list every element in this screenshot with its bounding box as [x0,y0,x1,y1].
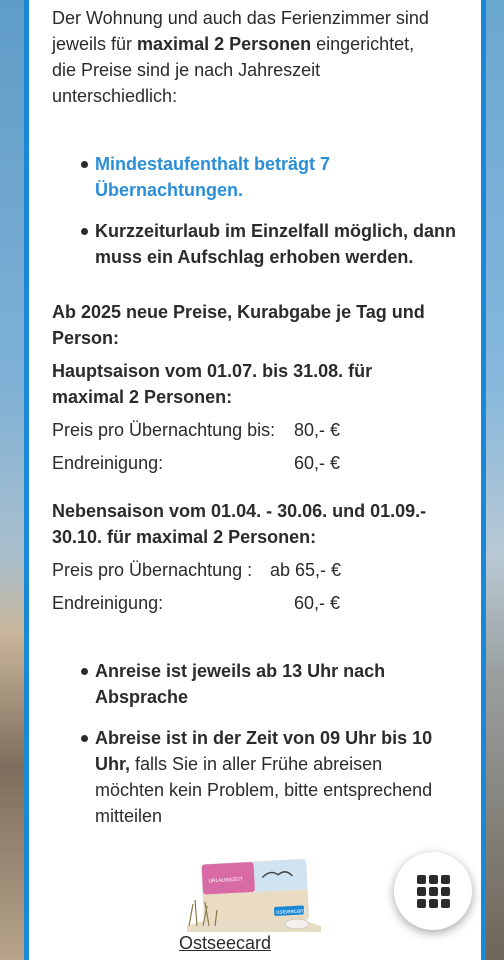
price-label: Preis pro Übernachtung bis: [52,420,276,440]
intro-line: Der Wohnung und auch das Ferienzimmer sind [52,8,429,28]
list-item [52,151,462,203]
season-title: Hauptsaison vom 01.07. bis 31.08. für [52,361,373,381]
list-item [52,725,462,829]
card-small-text: URLAUBSZEIT [208,876,244,885]
menu-fab-button[interactable] [394,852,472,930]
grid-menu-icon [417,875,450,908]
departure-text: Uhr, [95,754,131,774]
nebensaison-section [52,498,462,616]
rule-text: muss ein Aufschlag erhoben werden. [95,247,414,267]
intro-text: eingerichtet, [311,34,415,54]
intro-line [52,31,429,57]
arrival-departure-list [52,658,462,829]
card-brand-text: ostseecard [276,908,306,916]
departure-text: falls Sie in aller Frühe abreisen [130,754,383,774]
list-item [52,218,462,270]
price-row [52,450,462,476]
background-left [0,0,26,960]
rule-text: Mindestaufenthalt beträgt 7 [95,154,331,174]
season-title: Nebensaison vom 01.04. - 30.06. und 01.09.- [52,501,427,521]
intro-bold: maximal 2 Personen [137,34,312,54]
price-row [52,417,462,443]
departure-text: Abreise ist in der Zeit von 09 Uhr bis 10 [95,728,433,748]
intro-line: die Preise sind je nach Jahreszeit [52,60,321,80]
price-row [52,590,462,616]
heading-line: Ab 2025 neue Preise, Kurabgabe je Tag und [52,302,425,322]
rules-list [52,151,462,270]
heading-line: Person: [52,328,120,348]
intro-paragraph [52,5,429,109]
season-title: 30.10. für maximal 2 Personen: [52,527,317,547]
price-value: 60,- € [294,453,341,473]
price-row [52,557,462,583]
hauptsaison-section [52,358,462,476]
list-item [52,658,462,710]
price-label: Endreinigung: [52,593,164,613]
background-right [484,0,504,960]
intro-line: unterschiedlich: [52,86,178,106]
price-value: 60,- € [294,593,341,613]
rule-text: Kurzzeiturlaub im Einzelfall möglich, dann [95,221,457,241]
rule-text: Übernachtungen. [95,180,244,200]
ostseecard-link[interactable]: Ostseecard [179,933,272,953]
ostseecard-image[interactable] [179,856,329,932]
price-label: Preis pro Übernachtung : [52,560,253,580]
arrival-text: Anreise ist jeweils ab 13 Uhr nach [95,661,386,681]
intro-text: jeweils für [52,34,138,54]
content-panel [24,0,486,960]
price-value: 80,- € [294,420,341,440]
price-label: Endreinigung: [52,453,164,473]
arrival-text: Absprache [95,687,189,707]
departure-text: möchten kein Problem, bitte entsprechend [95,780,433,800]
prices-heading [52,299,462,351]
price-value: ab 65,- € [270,560,342,580]
season-title: maximal 2 Personen: [52,387,233,407]
departure-text: mitteilen [95,806,163,826]
